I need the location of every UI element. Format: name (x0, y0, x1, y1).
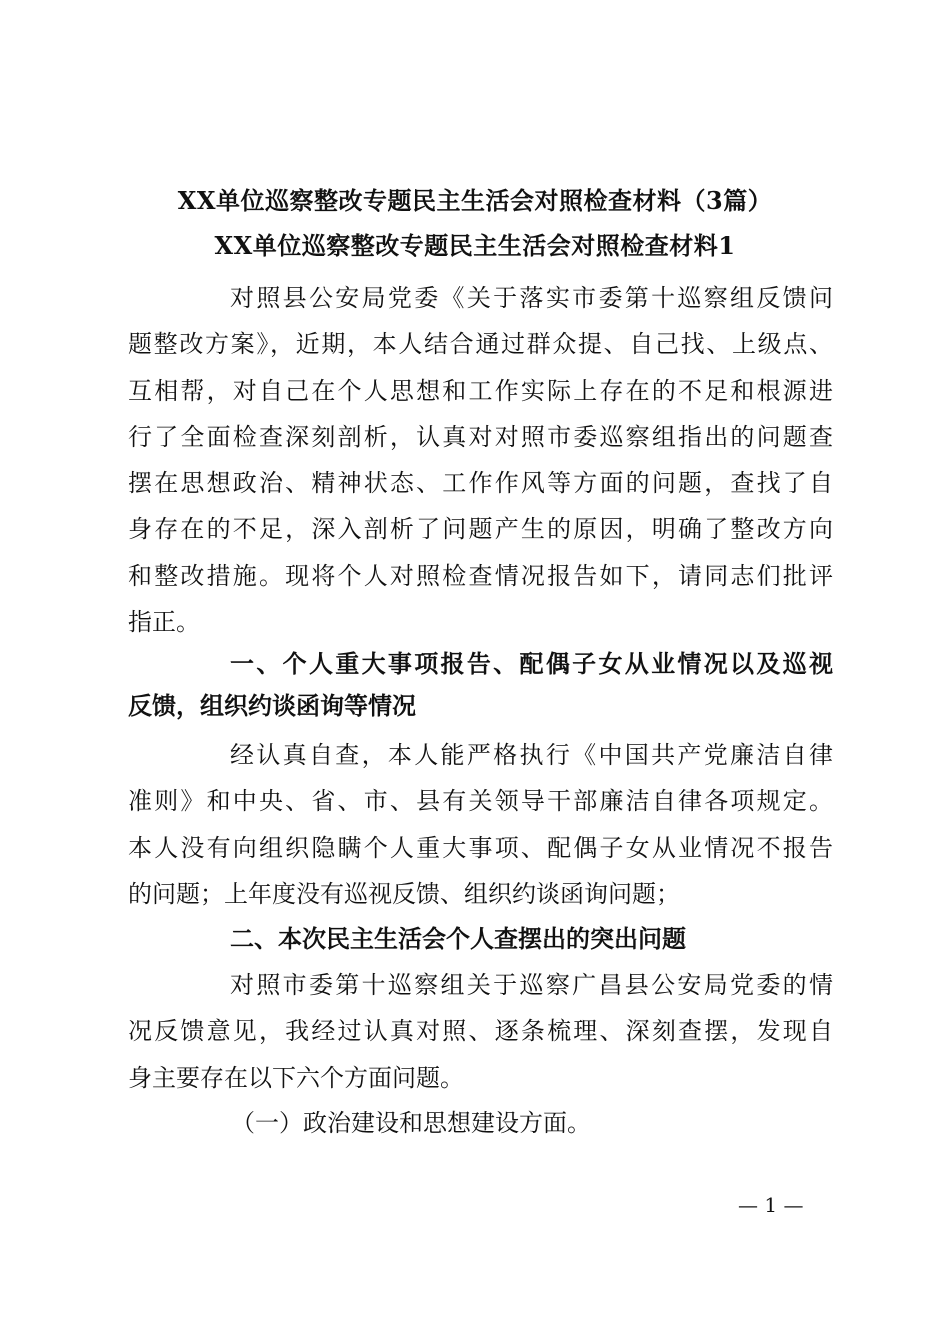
intro-paragraph (128, 275, 833, 645)
section-1-line: 准则》和中央、省、市、县有关领导干部廉洁自律各项规定。 (128, 787, 833, 816)
section-1-heading-line: 反馈，组织约谈函询等情况 (128, 692, 416, 720)
sub-title: XX单位巡察整改专题民主生活会对照检查材料1 (214, 231, 736, 260)
intro-line: 指正。 (128, 608, 200, 637)
subsection-1-heading: （一）政治建设和思想建设方面。 (231, 1109, 591, 1137)
section-2-heading-text: 二、本次民主生活会个人查摆出的突出问题 (230, 925, 686, 953)
main-title: XX单位巡察整改专题民主生活会对照检查材料（3篇） (177, 186, 773, 215)
section-1-heading (128, 643, 833, 727)
intro-line: 摆在思想政治、精神状态、工作作风等方面的问题，查找了自 (128, 469, 833, 498)
intro-line: 互相帮，对自己在个人思想和工作实际上存在的不足和根源进 (128, 376, 833, 405)
section-2-paragraph (128, 962, 833, 1101)
section-2-line: 身主要存在以下六个方面问题。 (128, 1063, 464, 1092)
section-1-paragraph (128, 732, 833, 917)
intro-line: 和整改措施。现将个人对照检查情况报告如下，请同志们批评 (128, 561, 833, 590)
section-1-line: 本人没有向组织隐瞒个人重大事项、配偶子女从业情况不报告 (128, 833, 833, 862)
page-number: — 1 — (738, 1193, 804, 1217)
intro-line: 题整改方案》，近期，本人结合通过群众提、自己找、上级点、 (128, 330, 833, 359)
section-2-line: 况反馈意见，我经过认真对照、逐条梳理、深刻查摆，发现自 (128, 1017, 833, 1046)
intro-line: 行了全面检查深刻剖析，认真对对照市委巡察组指出的问题查 (128, 422, 833, 451)
intro-line: 对照县公安局党委《关于落实市委第十巡察组反馈问 (230, 284, 833, 312)
section-2-heading (128, 918, 833, 960)
intro-line: 身存在的不足，深入剖析了问题产生的原因，明确了整改方向 (128, 515, 833, 544)
section-1-line: 的问题；上年度没有巡视反馈、组织约谈函询问题； (128, 879, 680, 908)
section-1-heading-line: 一、个人重大事项报告、配偶子女从业情况以及巡视 (230, 650, 833, 678)
section-1-line: 经认真自查，本人能严格执行《中国共产党廉洁自律 (230, 741, 833, 769)
section-2-line: 对照市委第十巡察组关于巡察广昌县公安局党委的情 (230, 971, 833, 999)
